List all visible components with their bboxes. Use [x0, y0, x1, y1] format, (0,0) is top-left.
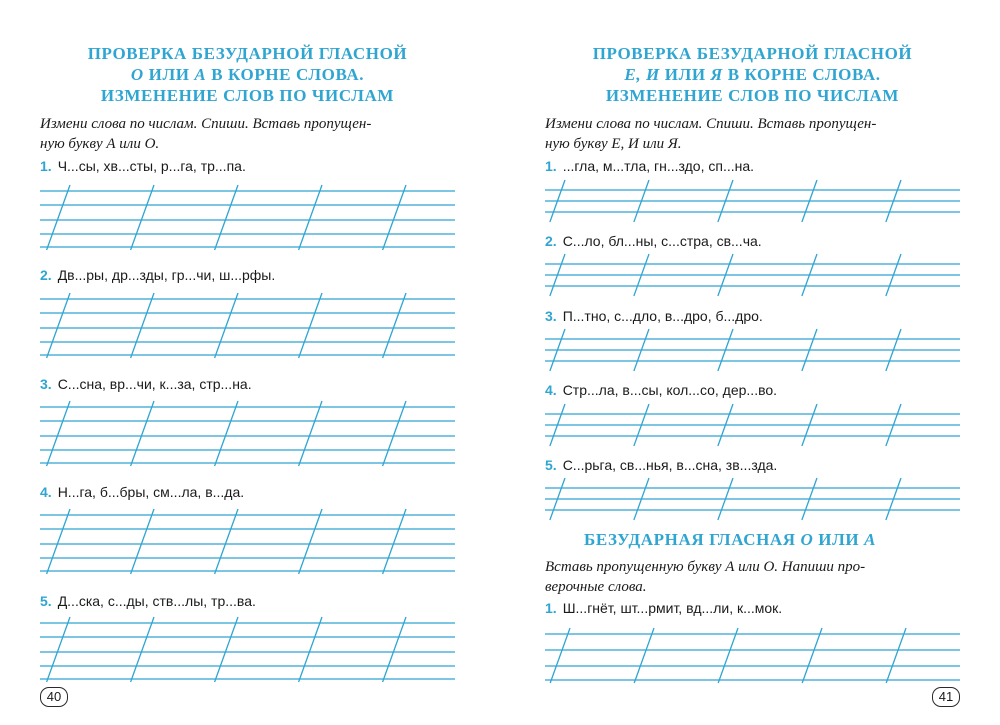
exercise-text: П...тно, с...дло, в...дро, б...дро. — [562, 308, 763, 324]
exercise-text: С...ло, бл...ны, с...стра, св...ча. — [562, 233, 762, 249]
exercise-text: Ш...гнёт, шт...рмит, вд...ли, к...мок. — [562, 600, 783, 616]
writing-lines-1 — [40, 185, 455, 250]
ruling-line — [215, 401, 238, 466]
title-letter-1: О — [130, 65, 144, 84]
ruling-line — [131, 509, 154, 574]
ruling-line — [47, 401, 70, 466]
instruction-line-2: ную букву А или О. — [40, 136, 160, 152]
left-exercise-4 — [40, 484, 244, 500]
ruling-line — [718, 628, 738, 683]
instruction-line-1: Измени слова по числам. Спиши. Вставь пропущен- — [40, 116, 372, 132]
exercise-number: 4. — [40, 484, 52, 500]
ruling-line — [215, 617, 238, 682]
title-letter-1: Е, И — [624, 65, 660, 84]
writing-lines-3 — [40, 401, 455, 466]
right-instruction — [545, 114, 965, 154]
left-page-title — [40, 43, 455, 106]
right-exercise-1 — [545, 158, 754, 174]
right-exercise-2 — [545, 233, 762, 249]
exercise-number: 2. — [40, 267, 52, 283]
section2-instruction — [545, 557, 965, 597]
exercise-number: 3. — [545, 308, 557, 324]
section2-exercise-1 — [545, 600, 782, 616]
exercise-number: 3. — [40, 376, 52, 392]
writing-lines-1 — [545, 180, 960, 222]
right-page-title — [545, 43, 960, 106]
writing-lines-4 — [40, 509, 455, 574]
exercise-number: 1. — [545, 158, 557, 174]
right-exercise-5 — [545, 457, 777, 473]
exercise-number: 1. — [40, 158, 52, 174]
page-number: 41 — [932, 687, 960, 707]
ruling-line — [634, 628, 654, 683]
exercise-number: 5. — [40, 593, 52, 609]
exercise-number: 5. — [545, 457, 557, 473]
ruling-line — [215, 293, 238, 358]
section-title-2 — [584, 530, 876, 550]
ruling-line — [383, 293, 406, 358]
title-letter-2: Я — [710, 65, 723, 84]
exercise-text: Н...га, б...бры, см...ла, в...да. — [57, 484, 245, 500]
writing-lines-5 — [545, 478, 960, 520]
ruling-line — [383, 617, 406, 682]
ruling-line — [886, 628, 906, 683]
writing-lines-3 — [545, 329, 960, 371]
ruling-line — [299, 617, 322, 682]
left-exercise-1 — [40, 158, 246, 174]
ruling-line — [131, 617, 154, 682]
left-exercise-5 — [40, 593, 256, 609]
exercise-text: Стр...ла, в...сы, кол...со, дер...во. — [562, 382, 778, 398]
section-title-letter-1: О — [800, 530, 814, 549]
ruling-line — [299, 185, 322, 250]
section-title-prefix: БЕЗУДАРНАЯ ГЛАСНАЯ — [584, 530, 796, 549]
exercise-text: Д...ска, с...ды, ств...лы, тр...ва. — [57, 593, 256, 609]
title-line-2 — [545, 64, 960, 85]
title-line-2 — [40, 64, 455, 85]
exercise-number: 2. — [545, 233, 557, 249]
instruction-line-2: ную букву Е, И или Я. — [545, 136, 682, 152]
writing-lines-6 — [545, 628, 960, 683]
writing-lines-5 — [40, 617, 455, 682]
page-number: 40 — [40, 687, 68, 707]
left-exercise-3 — [40, 376, 252, 392]
title-rest: В КОРНЕ СЛОВА. — [211, 65, 365, 84]
exercise-text: Ч...сы, хв...сты, р...га, тр...па. — [57, 158, 246, 174]
exercise-text: С...сна, вр...чи, к...за, стр...на. — [57, 376, 252, 392]
title-line-1: ПРОВЕРКА БЕЗУДАРНОЙ ГЛАСНОЙ — [87, 44, 408, 63]
title-or: ИЛИ — [664, 65, 706, 84]
instruction-line-1: Вставь пропущенную букву А или О. Напиши про- — [545, 559, 866, 575]
left-exercise-2 — [40, 267, 275, 283]
ruling-line — [802, 628, 822, 683]
title-rest: В КОРНЕ СЛОВА. — [727, 65, 881, 84]
ruling-line — [47, 509, 70, 574]
right-exercise-3 — [545, 308, 763, 324]
ruling-line — [299, 401, 322, 466]
ruling-line — [550, 628, 570, 683]
writing-lines-4 — [545, 404, 960, 446]
title-line-3: ИЗМЕНЕНИЕ СЛОВ ПО ЧИСЛАМ — [100, 86, 395, 105]
ruling-line — [383, 509, 406, 574]
exercise-text: ...гла, м...тла, гн...здо, сп...на. — [562, 158, 755, 174]
title-line-1: ПРОВЕРКА БЕЗУДАРНОЙ ГЛАСНОЙ — [592, 44, 913, 63]
writing-lines-2 — [40, 293, 455, 358]
exercise-number: 4. — [545, 382, 557, 398]
ruling-line — [383, 185, 406, 250]
ruling-line — [215, 509, 238, 574]
ruling-line — [215, 185, 238, 250]
ruling-line — [299, 509, 322, 574]
ruling-line — [383, 401, 406, 466]
ruling-line — [299, 293, 322, 358]
section-title-letter-2: А — [864, 530, 877, 549]
ruling-line — [47, 185, 70, 250]
title-or: ИЛИ — [148, 65, 190, 84]
instruction-line-1: Измени слова по числам. Спиши. Вставь пропущен- — [545, 116, 877, 132]
ruling-line — [131, 401, 154, 466]
instruction-line-2: верочные слова. — [545, 579, 647, 595]
writing-lines-2 — [545, 254, 960, 296]
exercise-number: 1. — [545, 600, 557, 616]
section-title-or: ИЛИ — [818, 530, 860, 549]
ruling-line — [131, 293, 154, 358]
title-letter-2: А — [194, 65, 207, 84]
exercise-text: Дв...ры, др...зды, гр...чи, ш...рфы. — [57, 267, 276, 283]
right-page — [500, 0, 1000, 725]
ruling-line — [47, 293, 70, 358]
right-exercise-4 — [545, 382, 777, 398]
left-instruction — [40, 114, 460, 154]
title-line-3: ИЗМЕНЕНИЕ СЛОВ ПО ЧИСЛАМ — [605, 86, 900, 105]
ruling-line — [47, 617, 70, 682]
ruling-line — [131, 185, 154, 250]
exercise-text: С...рьга, св...нья, в...сна, зв...зда. — [562, 457, 778, 473]
